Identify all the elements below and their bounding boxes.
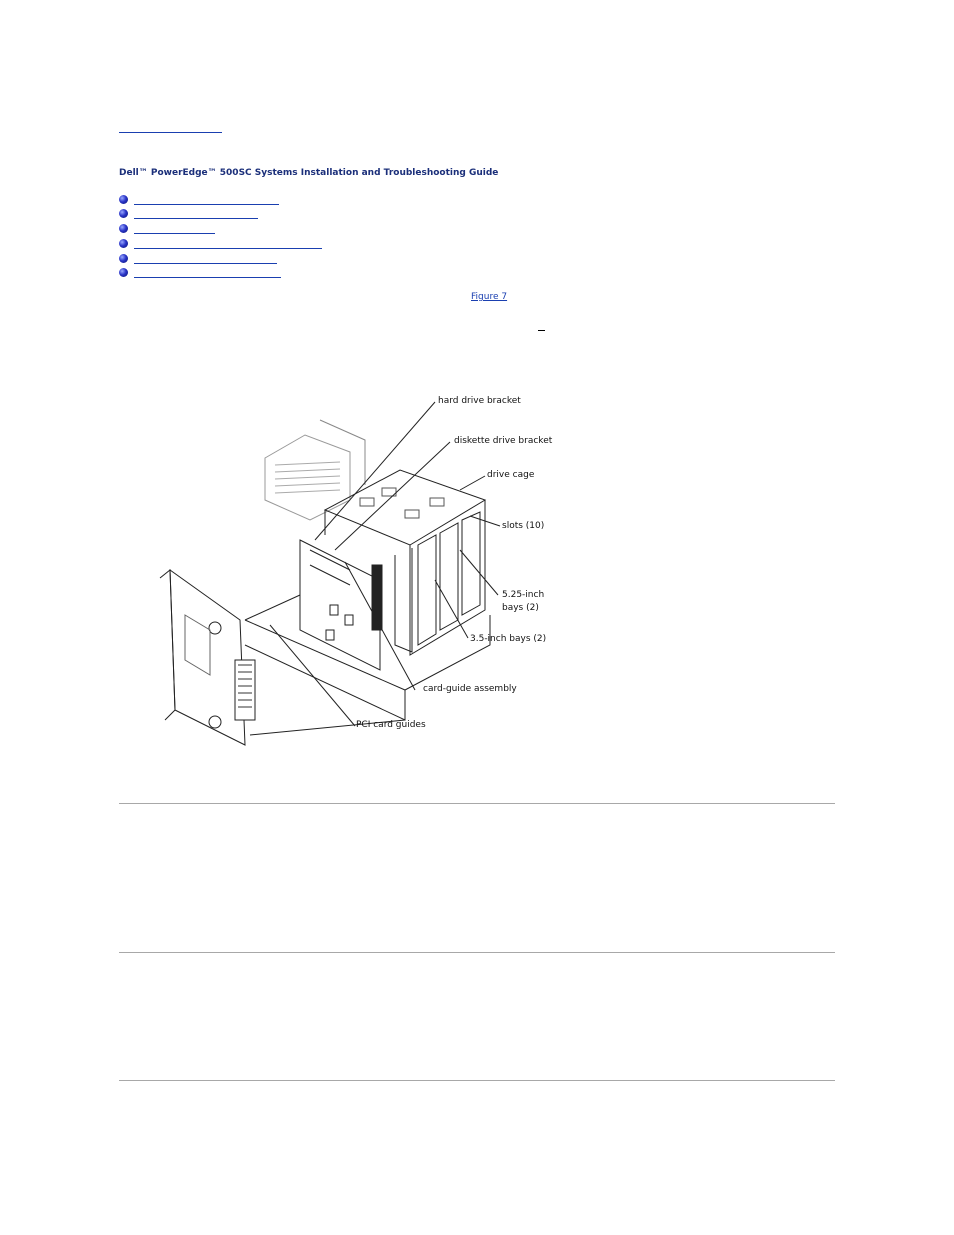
- section-link-3[interactable]: [134, 223, 215, 234]
- bullet-icon: [119, 195, 128, 204]
- section-divider: [119, 1080, 835, 1081]
- text-dash: [538, 330, 545, 331]
- callout-hard-drive-bracket: hard drive bracket: [438, 396, 521, 406]
- callout-pci-card-guides: PCI card guides: [356, 720, 426, 730]
- bullet-icon: [119, 239, 128, 248]
- section-link-4[interactable]: [134, 238, 322, 249]
- section-divider: [119, 952, 835, 953]
- callout-drive-cage: drive cage: [487, 470, 535, 480]
- callout-card-guide-assembly: card-guide assembly: [423, 684, 517, 694]
- section-link-2[interactable]: [134, 208, 258, 219]
- bullet-icon: [119, 209, 128, 218]
- section-divider: [119, 803, 835, 804]
- bullet-icon: [119, 254, 128, 263]
- callout-bays: bays (2): [502, 603, 539, 613]
- page-title: Dell™ PowerEdge™ 500SC Systems Installation and Troubleshooting Guide: [119, 168, 499, 178]
- figure-7-link[interactable]: Figure 7: [471, 292, 508, 302]
- section-link-5[interactable]: [134, 253, 277, 264]
- callout-diskette-drive-bracket: diskette drive bracket: [454, 436, 553, 446]
- callout-525-inch: 5.25-inch: [502, 590, 545, 600]
- back-to-contents-link[interactable]: [119, 122, 222, 133]
- section-link-1[interactable]: [134, 194, 279, 205]
- callout-35-inch-bays: 3.5-inch bays (2): [470, 634, 547, 644]
- callout-slots: slots (10): [502, 521, 545, 531]
- bullet-icon: [119, 224, 128, 233]
- bullet-icon: [119, 268, 128, 277]
- section-link-6[interactable]: [134, 267, 281, 278]
